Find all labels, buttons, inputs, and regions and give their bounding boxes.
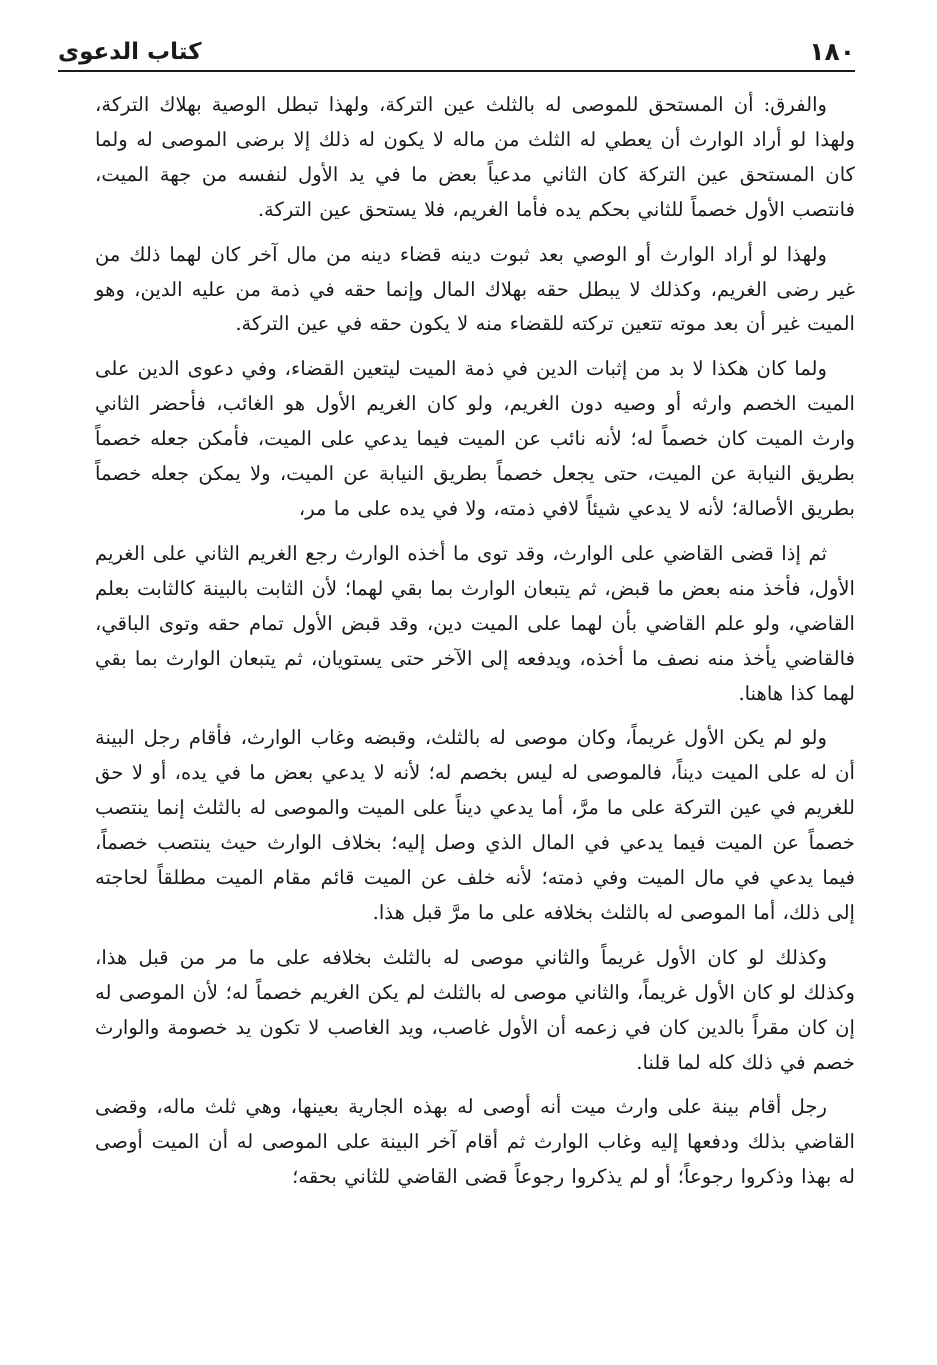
paragraph-7: رجل أقام بينة على وارث ميت أنه أوصى له بهذه الجارية بعينها، وهي ثلث ماله، وقضى القاضي بذلك ودفعها إليه وغاب الوارث ثم أقام آخر البينة على الموصى له أن الميت أوصى له بهذا وذكروا رجوعاً؛ أو لم يذكروا رجوعاً قضى القاضي للثاني بحقه؛ (95, 1095, 855, 1189)
paragraph-6: وكذلك لو كان الأول غريماً والثاني موصى له بالثلث بخلافه على ما مر من قبل هذا، وكذلك لو كان الأول غريماً، والثاني موصى له بالثلث لم يكن الغريم خصماً له؛ لأن الموصى له إن كان مقراً بالدين كان في زعمه أن الأول غاصب، ويد الغاصب لا تكون يد خصومة والوارث خصم في ذلك كله لما قلنا. (95, 945, 855, 1074)
page-number: ١٨٠ (809, 37, 855, 66)
page-header (58, 28, 855, 72)
running-title: كتاب الدعوى (58, 39, 202, 65)
paragraph-1: والفرق: أن المستحق للموصى له بالثلث عين التركة، ولهذا تبطل الوصية بهلاك التركة، ولهذا لو أراد الوارث أن يعطي له الثلث من ماله لا يكون له ذلك إلا برضى الموصى له ولما كان المستحق عين التركة كان الثاني مدعياً بعض ما في يد الأول لنفسه من جهة الميت، فانتصب الأول خصماً للثاني بحكم يده فأما الغريم، فلا يستحق عين التركة. (95, 93, 855, 221)
paragraph-2: ولهذا لو أراد الوارث أو الوصي بعد ثبوت دينه قضاء دينه من مال آخر كان لهما ذلك من غير رضى الغريم، وكذلك لا يبطل حقه بهلاك المال وإنما حقه في ذمة من عليه الدين، وهو الميت غير أن بعد موته تتعين تركته للقضاء منه لا يكون حقه في عين التركة. (95, 242, 855, 336)
body-text (95, 88, 855, 1205)
paragraph-4: ثم إذا قضى القاضي على الوارث، وقد توى ما أخذه الوارث رجع الغريم الثاني على الغريم الأول، فأخذ منه بعض ما قبض، ثم يتبعان الوارث بما بقي لهما؛ لأن الثابت بالبينة كالثابت بعلم القاضي، ولو علم القاضي بأن لهما على الميت دين، وقد قبض الأول تمام حقه وتوى الباقي، فالقاضي يأخذ منه نصف ما أخذه، ويدفعه إلى الآخر حتى يستويان، ثم يتبعان الوارث بما بقي لهما كذا هاهنا. (95, 541, 855, 705)
paragraph-5: ولو لم يكن الأول غريماً، وكان موصى له بالثلث، وقبضه وغاب الوارث، فأقام رجل البينة أن له على الميت ديناً، فالموصى له ليس بخصم له؛ لأنه لا يدعي بعض ما في يده، أو لا حق للغريم في عين التركة على ما مرَّ، أما يدعي ديناً على الميت والموصى له بالثلث إنما ينتصب خصماً عن الميت فيما يدعي في المال الذي وصل إليه؛ بخلاف الوارث حيث ينتصب خصماً، فيما يدعي في مال الميت وفي ذمته؛ لأنه خلف عن الميت قائم مقام الميت مطلقاً لحاجته إلى ذلك، أما الموصى له بالثلث بخلافه على ما مرَّ قبل هذا. (95, 726, 855, 924)
paragraph-3: ولما كان هكذا لا بد من إثبات الدين في ذمة الميت ليتعين القضاء، وفي دعوى الدين على الميت الخصم وارثه أو وصيه دون الغريم، ولو كان الغريم الأول هو الغائب، فأحضر الثاني وارث الميت كان خصماً له؛ لأنه نائب عن الميت فيما يدعي على الميت، فأمكن جعله خصماً بطريق النيابة عن الميت، حتى يجعل خصماً بطريق النيابة عن الميت، ولا يمكن جعله خصماً بطريق الأصالة؛ لأنه لا يدعي شيئاً لافي ذمته، ولا في يده على ما مر، (95, 357, 855, 520)
